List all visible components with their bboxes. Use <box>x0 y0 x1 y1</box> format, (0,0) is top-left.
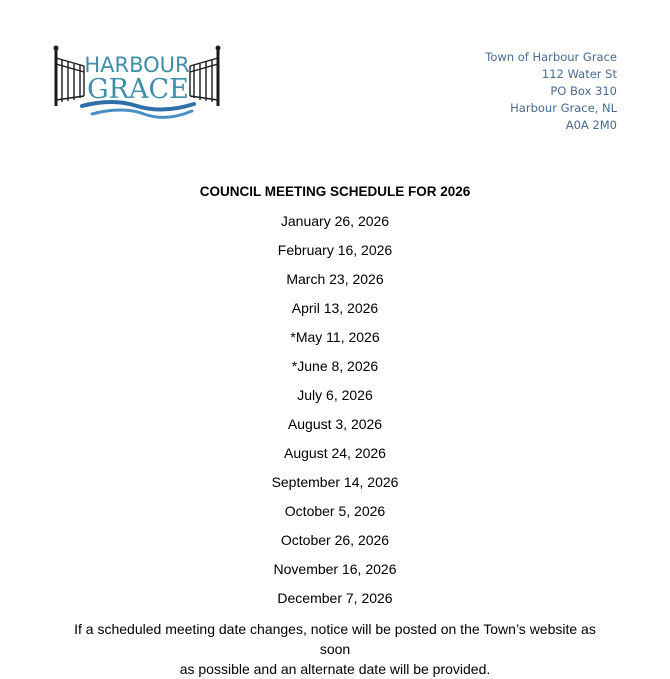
meeting-date: April 13, 2026 <box>291 300 379 316</box>
meeting-date: *May 11, 2026 <box>290 329 380 345</box>
town-address <box>485 49 617 134</box>
meeting-date: November 16, 2026 <box>273 561 397 577</box>
address-line-postal: A0A 2M0 <box>565 118 617 132</box>
left-gate-icon <box>54 46 85 107</box>
notice-line-1: If a scheduled meeting date changes, notice will be posted on the Town’s website as soon <box>74 621 596 657</box>
meeting-date: July 6, 2026 <box>297 387 373 403</box>
meeting-date: January 26, 2026 <box>280 213 390 229</box>
logo-line1: HARBOUR <box>84 53 190 77</box>
meeting-date: March 23, 2026 <box>286 271 384 287</box>
logo-line2: GRACE <box>87 74 189 105</box>
meeting-date: February 16, 2026 <box>277 242 393 258</box>
right-gate-icon <box>190 46 221 107</box>
meeting-date: September 14, 2026 <box>271 474 399 490</box>
address-line-name: Town of Harbour Grace <box>485 50 617 64</box>
meeting-date: *June 8, 2026 <box>291 358 379 374</box>
meeting-date: August 3, 2026 <box>287 416 383 432</box>
meeting-date: August 24, 2026 <box>284 445 386 461</box>
meeting-date: October 5, 2026 <box>284 503 386 519</box>
schedule-title: COUNCIL MEETING SCHEDULE FOR 2026 <box>199 184 471 199</box>
meeting-date: October 26, 2026 <box>280 532 390 548</box>
town-logo <box>52 44 222 120</box>
meeting-date: December 7, 2026 <box>277 590 393 606</box>
meeting-date-list <box>0 211 670 617</box>
address-line-pobox: PO Box 310 <box>550 84 617 98</box>
notice-line-2: as possible and an alternate date will be provided. <box>179 661 491 677</box>
address-line-city: Harbour Grace, NL <box>510 101 617 115</box>
address-line-street: 112 Water St <box>541 67 617 81</box>
schedule-change-notice <box>60 619 610 679</box>
